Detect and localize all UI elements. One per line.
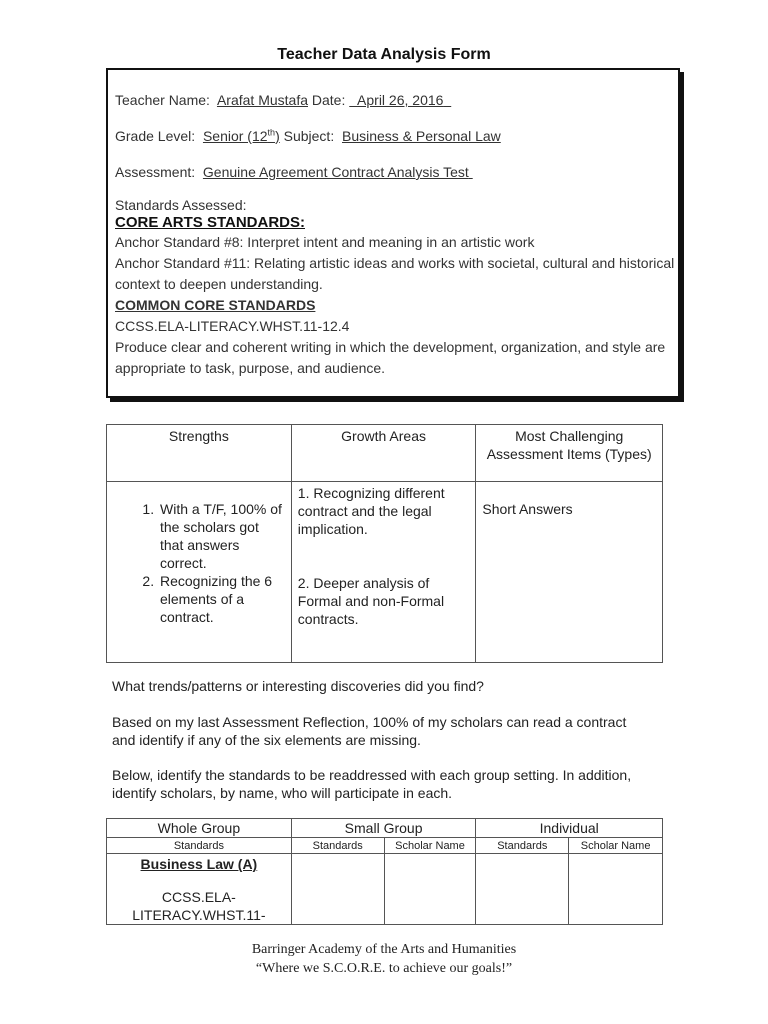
grade-value: Senior (12th) xyxy=(202,127,280,144)
anchor-standard-11: Anchor Standard #11: Relating artistic ideas and works with societal, cultural and historical context to deepen understanding. xyxy=(115,255,675,292)
growth-item: 2. Deeper analysis of Formal and non-Formal contracts. xyxy=(297,575,445,627)
core-arts-heading: CORE ARTS STANDARDS: xyxy=(115,214,305,231)
growth-areas-cell xyxy=(291,482,476,663)
analysis-table xyxy=(106,424,663,663)
anchor-standard-8: Anchor Standard #8: Interpret intent and meaning in an artistic work xyxy=(115,234,535,250)
challenging-item: Short Answers xyxy=(482,501,573,517)
footer-school-name: Barringer Academy of the Arts and Humanities xyxy=(251,942,517,957)
assessment-line xyxy=(115,162,678,198)
strengths-list xyxy=(113,500,285,626)
whole-group-standard-code: CCSS.ELA-LITERACY.WHST.11- xyxy=(132,889,266,923)
strength-item: 1. With a T/F, 100% of the scholars got that answers correct. xyxy=(158,500,285,572)
subject-label: Subject: xyxy=(283,128,335,144)
teacher-info-box xyxy=(106,68,680,398)
subject-value: Business & Personal Law xyxy=(342,128,501,144)
readdress-instructions: Below, identify the standards to be readdressed with each group setting. In addition, identify scholars, by name, who will participate in each. xyxy=(112,767,632,801)
business-law-label: Business Law (A) xyxy=(140,856,258,872)
grade-line xyxy=(115,126,678,162)
challenging-items-cell xyxy=(476,482,663,663)
whole-standards-header: Standards xyxy=(107,838,292,854)
strengths-cell xyxy=(107,482,292,663)
individual-header: Individual xyxy=(476,819,663,838)
common-core-text: Produce clear and coherent writing in which the development, organization, and style are appropriate to task, purpose, and audience. xyxy=(115,339,666,376)
small-group-scholar-cell xyxy=(384,854,476,925)
growth-areas-header: Growth Areas xyxy=(291,425,476,482)
growth-item: 1. Recognizing different contract and the legal implication. xyxy=(297,485,445,537)
individual-standards-header: Standards xyxy=(476,838,569,854)
small-group-header: Small Group xyxy=(291,819,476,838)
common-core-heading: COMMON CORE STANDARDS xyxy=(115,297,316,313)
whole-group-standards-cell xyxy=(107,854,292,925)
date-label: Date: xyxy=(311,92,346,108)
small-scholar-header: Scholar Name xyxy=(384,838,476,854)
individual-standards-cell xyxy=(476,854,569,925)
small-group-standards-cell xyxy=(291,854,384,925)
assessment-value: Genuine Agreement Contract Analysis Test xyxy=(202,164,469,180)
individual-scholar-cell xyxy=(569,854,663,925)
grade-label: Grade Level: xyxy=(115,128,196,144)
strengths-header: Strengths xyxy=(107,425,292,482)
teacher-name: Arafat Mustafa xyxy=(216,92,308,108)
standards-label: Standards Assessed: xyxy=(115,197,247,213)
footer-motto: “Where we S.C.O.R.E. to achieve our goals!” xyxy=(255,961,513,976)
page-title: Teacher Data Analysis Form xyxy=(277,46,491,63)
challenging-items-header: Most Challenging Assessment Items (Types) xyxy=(476,425,663,482)
individual-scholar-header: Scholar Name xyxy=(569,838,663,854)
group-settings-table xyxy=(106,818,663,925)
teacher-line xyxy=(115,90,678,126)
strength-item: 2. Recognizing the 6 elements of a contract. xyxy=(158,572,285,626)
teacher-label: Teacher Name: xyxy=(115,92,210,108)
assessment-label: Assessment: xyxy=(115,164,196,180)
trends-question: What trends/patterns or interesting discoveries did you find? xyxy=(112,678,484,694)
small-standards-header: Standards xyxy=(291,838,384,854)
whole-group-header: Whole Group xyxy=(107,819,292,838)
trends-answer: Based on my last Assessment Reflection, 100% of my scholars can read a contract and identify if any of the six elements are missing. xyxy=(112,714,627,748)
common-core-code: CCSS.ELA-LITERACY.WHST.11-12.4 xyxy=(115,318,350,334)
date-value: April 26, 2016 xyxy=(357,92,444,108)
